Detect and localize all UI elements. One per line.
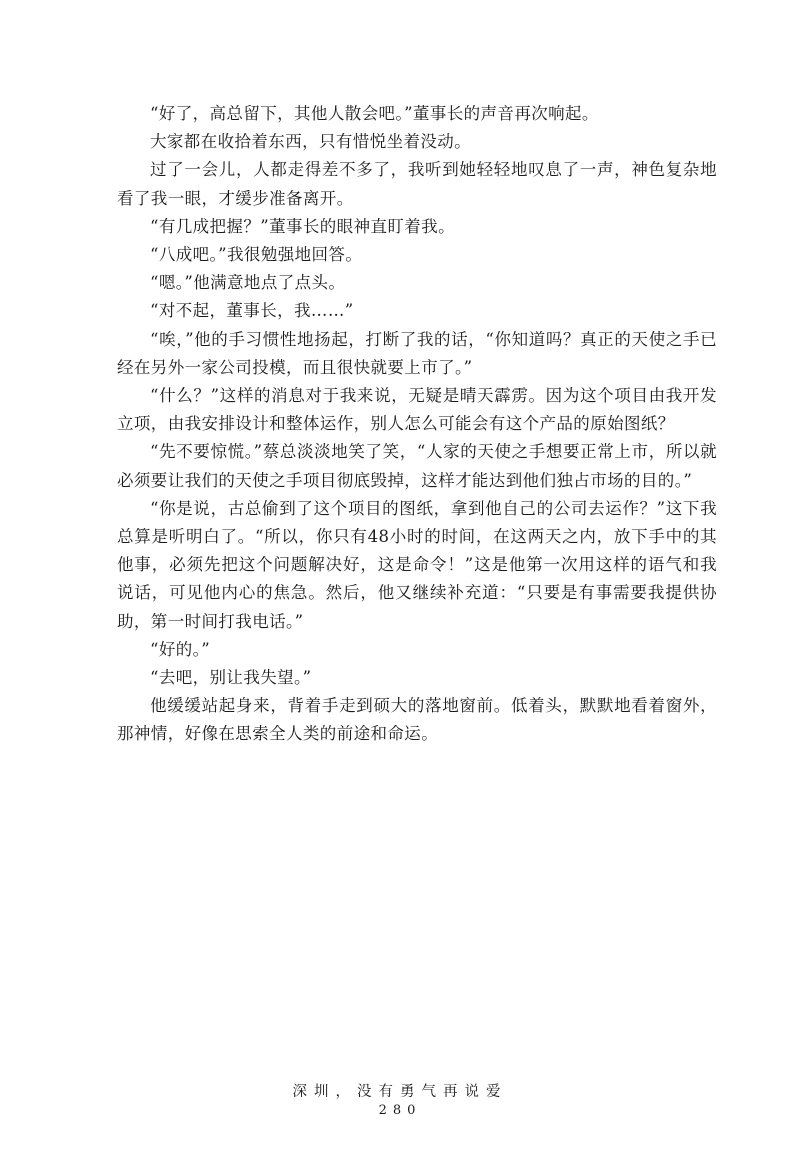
paragraph: 过了一会儿，人都走得差不多了，我听到她轻轻地叹息了一声，神色复杂地看了我一眼，才缓步准备离开。 bbox=[117, 160, 717, 208]
paragraph: “有几成把握？”董事长的眼神直盯着我。 bbox=[150, 216, 455, 236]
paragraph: “好了，高总留下，其他人散会吧。”董事长的声音再次响起。 bbox=[150, 104, 599, 123]
running-footer-title: 深圳，没有勇气再说爱 bbox=[292, 1084, 508, 1100]
paragraph: “唉，”他的手习惯性地扬起，打断了我的话，“你知道吗？真正的天使之手已经在另外一家公司投模，而且很快就要上市了。” bbox=[117, 329, 717, 377]
paragraph: “去吧，别让我失望。” bbox=[150, 668, 312, 688]
paragraph: “什么？”这样的消息对于我来说，无疑是晴天霹雳。因为这个项目由我开发立项，由我安排设计和整体运作，别人怎么可能会有这个产品的原始图纸？ bbox=[117, 386, 717, 434]
body-text bbox=[117, 100, 717, 749]
page-number: 280 bbox=[378, 1103, 422, 1118]
paragraph: “你是说，古总偷到了这个项目的图纸，拿到他自己的公司去运作？”这下我总算是听明白了。“所以，你只有48小时的时间，在这两天之内，放下手中的其他事，必须先把这个问题解决好，这是命令！”这是他第一次用这样的语气和我说话，可见他内心的焦急。然后，他又继续补充道：“只要是有事需要我提供协助，第一时间打我电话。” bbox=[117, 498, 717, 631]
paragraph: 大家都在收拾着东西，只有惜悦坐着没动。 bbox=[150, 132, 472, 152]
paragraph: “先不要惊慌。”蔡总淡淡地笑了笑，“人家的天使之手想要正常上市，所以就必须要让我们的天使之手项目彻底毁掉，这样才能达到他们独占市场的目的。” bbox=[117, 442, 717, 490]
paragraph: “八成吧。”我很勉强地回答。 bbox=[150, 245, 363, 265]
paragraph: 他缓缓站起身来，背着手走到硕大的落地窗前。低着头，默默地看着窗外，那神情，好像在思索全人类的前途和命运。 bbox=[117, 696, 717, 744]
paragraph: “好的。” bbox=[150, 639, 211, 659]
paragraph: “对不起，董事长，我……” bbox=[150, 301, 354, 321]
paragraph: “嗯。”他满意地点了点头。 bbox=[150, 273, 346, 293]
